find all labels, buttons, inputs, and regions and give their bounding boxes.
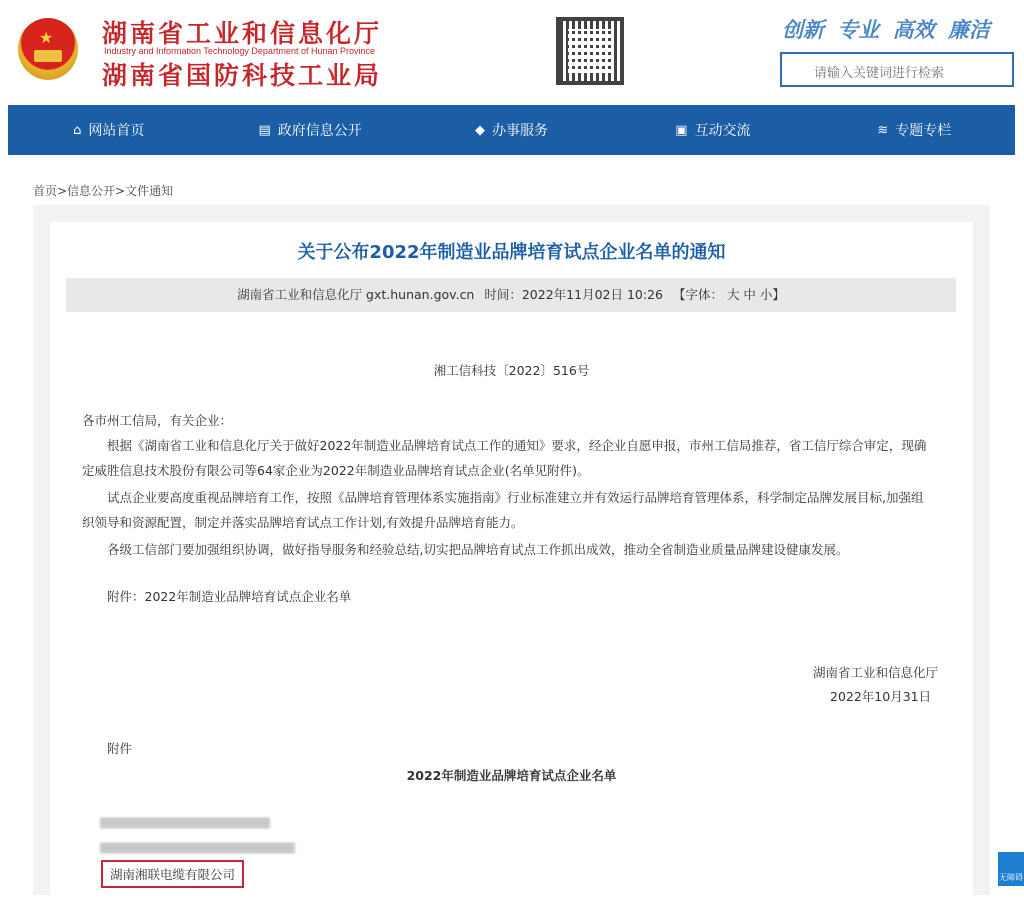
site-subtitle: 湖南省国防科技工业局 bbox=[102, 61, 383, 90]
article-card bbox=[50, 222, 973, 902]
article-title: 关于公布2022年制造业品牌培育试点企业名单的通知 bbox=[297, 242, 726, 263]
paragraph: 根据《湖南省工业和信息化厅关于做好2022年制造业品牌培育试点工作的通知》要求，经企业自愿申报，市州工信局推荐，省工信厅综合审定，现确 bbox=[107, 438, 927, 453]
nav-label: 政府信息公开 bbox=[277, 123, 362, 139]
appendix-label: 附件 bbox=[107, 741, 133, 756]
paragraph: 各级工信部门要加强组织协调，做好指导服务和经验总结,切实把品牌培育试点工作抓出成效，推动全省制造业质量品牌建设健康发展。 bbox=[107, 542, 849, 557]
site-title-english: Industry and Information Technology Department of Hunan Province bbox=[104, 46, 375, 56]
qr-code bbox=[556, 17, 624, 85]
diamond-icon: ◆ bbox=[475, 122, 486, 138]
nav-item-gov-info[interactable] bbox=[209, 105, 410, 155]
accessibility-button[interactable]: 无障碍 bbox=[998, 852, 1024, 886]
document-icon: ▤ bbox=[258, 122, 271, 138]
nav-item-topics[interactable] bbox=[814, 105, 1015, 155]
highlighted-company: 湖南湘联电缆有限公司 bbox=[101, 860, 244, 888]
national-emblem-logo: ★ bbox=[18, 18, 78, 80]
sign-date: 2022年10月31日 bbox=[830, 689, 932, 704]
site-title: 湖南省工业和信息化厅 bbox=[102, 19, 383, 48]
font-size-selector[interactable]: 【字体： 大 中 小】 bbox=[672, 287, 785, 302]
home-icon: ⌂ bbox=[73, 122, 82, 138]
paragraph: 试点企业要高度重视品牌培育工作，按照《品牌培育管理体系实施指南》行业标准建立并有效运行品牌培育管理体系，科学制定品牌发展目标,加强组 bbox=[107, 490, 924, 505]
paragraph: 织领导和资源配置，制定并落实品牌培育试点工作计划,有效提升品牌培育能力。 bbox=[82, 515, 524, 530]
doc-number: 湘工信科技〔2022〕516号 bbox=[433, 363, 590, 378]
breadcrumb[interactable]: 首页>信息公开>文件通知 bbox=[33, 184, 174, 198]
nav-item-services[interactable] bbox=[411, 105, 612, 155]
redacted-company bbox=[100, 843, 295, 853]
list-title: 2022年制造业品牌培育试点企业名单 bbox=[406, 768, 617, 783]
chat-icon: ▣ bbox=[675, 122, 688, 138]
nav-item-home[interactable] bbox=[8, 105, 209, 155]
slogan: 创新 专业 高效 廉洁 bbox=[782, 18, 990, 42]
article-meta bbox=[66, 278, 956, 312]
salutation: 各市州工信局，有关企业： bbox=[82, 413, 233, 428]
nav-label: 办事服务 bbox=[492, 123, 549, 139]
signature: 湖南省工业和信息化厅 bbox=[813, 665, 939, 680]
nav-label: 专题专栏 bbox=[895, 123, 952, 139]
paragraph: 定威胜信息技术股份有限公司等64家企业为2022年制造业品牌培育试点企业(名单见附件)。 bbox=[82, 463, 590, 478]
redacted-company bbox=[100, 818, 270, 828]
meta-source: 湖南省工业和信息化厅 gxt.hunan.gov.cn bbox=[237, 287, 475, 302]
nav-label: 互动交流 bbox=[694, 123, 751, 139]
layers-icon: ≋ bbox=[877, 122, 889, 138]
meta-time: 时间：2022年11月02日 10:26 bbox=[484, 287, 663, 302]
main-nav bbox=[8, 105, 1015, 155]
search-input[interactable] bbox=[780, 52, 1014, 87]
nav-label: 网站首页 bbox=[88, 123, 145, 139]
attachment-link[interactable]: 附件：2022年制造业品牌培育试点企业名单 bbox=[107, 589, 352, 604]
nav-item-interaction[interactable] bbox=[612, 105, 813, 155]
